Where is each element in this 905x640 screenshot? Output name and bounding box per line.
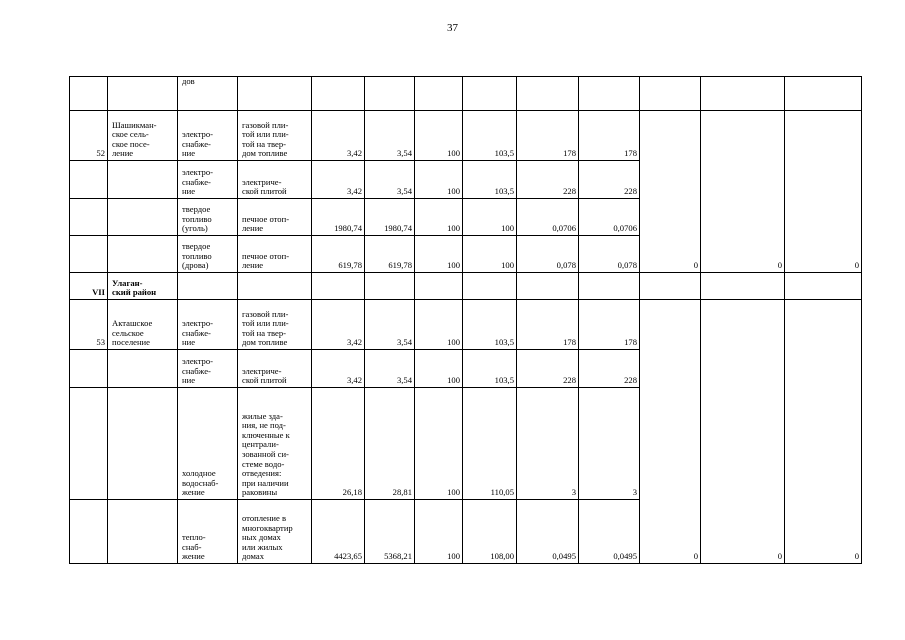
row-number [70, 236, 108, 273]
extra-cell [640, 77, 701, 111]
value-1: 619,78 [312, 236, 365, 273]
value-1: 3,42 [312, 161, 365, 199]
empty-cell [365, 273, 415, 300]
row-number [70, 350, 108, 388]
tariff-1: 3 [517, 388, 579, 500]
group2-extra-2: 0 [701, 300, 785, 564]
row-number: 52 [70, 111, 108, 161]
tariff-table [69, 76, 862, 564]
empty-cell [579, 273, 640, 300]
settlement-name [108, 236, 178, 273]
settlement-name [108, 77, 178, 111]
empty-cell [701, 273, 785, 300]
tariff-1: 178 [517, 300, 579, 350]
tariff-1: 0,0706 [517, 199, 579, 236]
resource-type: твердое топливо (дрова) [178, 236, 238, 273]
tariff-1 [517, 77, 579, 111]
settlement-name [108, 388, 178, 500]
empty-cell [517, 273, 579, 300]
empty-cell [312, 273, 365, 300]
table-row [70, 273, 862, 300]
consumption-description: газовой пли- той или пли- той на твер- дом топливе [238, 300, 312, 350]
percent-2: 100 [463, 236, 517, 273]
percent-2: 103,5 [463, 350, 517, 388]
settlement-name: Шашикман- ское сель- ское посе- ление [108, 111, 178, 161]
percent-2 [463, 77, 517, 111]
tariff-2: 0,0706 [579, 199, 640, 236]
row-number [70, 388, 108, 500]
tariff-1: 0,0495 [517, 500, 579, 564]
resource-type: электро- снабже- ние [178, 350, 238, 388]
value-2: 28,81 [365, 388, 415, 500]
value-2: 3,54 [365, 300, 415, 350]
value-2: 3,54 [365, 161, 415, 199]
empty-cell [178, 273, 238, 300]
value-1: 26,18 [312, 388, 365, 500]
settlement-name [108, 199, 178, 236]
tariff-2: 228 [579, 350, 640, 388]
table-row [70, 77, 862, 111]
tariff-1: 178 [517, 111, 579, 161]
percent-1: 100 [415, 350, 463, 388]
page-number: 37 [447, 22, 458, 34]
percent-2: 108,00 [463, 500, 517, 564]
tariff-2: 228 [579, 161, 640, 199]
percent-1 [415, 77, 463, 111]
percent-2: 100 [463, 199, 517, 236]
settlement-name [108, 161, 178, 199]
empty-cell [640, 273, 701, 300]
value-1: 3,42 [312, 300, 365, 350]
consumption-description: отопление в многоквартир ных домах или жилых домах [238, 500, 312, 564]
consumption-description: электриче- ской плитой [238, 350, 312, 388]
value-1 [312, 77, 365, 111]
consumption-description: жилые зда- ния, не под- ключенные к централи- зованной си- стеме водо- отведения: при наличии раковины [238, 388, 312, 500]
table-row [70, 300, 862, 350]
percent-1: 100 [415, 111, 463, 161]
consumption-description: газовой пли- той или пли- той на твер- дом топливе [238, 111, 312, 161]
empty-cell [463, 273, 517, 300]
tariff-2: 0,078 [579, 236, 640, 273]
tariff-2: 0,0495 [579, 500, 640, 564]
consumption-description: электриче- ской плитой [238, 161, 312, 199]
percent-2: 103,5 [463, 161, 517, 199]
settlement-name [108, 500, 178, 564]
percent-1: 100 [415, 500, 463, 564]
extra-cell [785, 77, 862, 111]
value-2: 3,54 [365, 350, 415, 388]
row-number [70, 161, 108, 199]
tariff-2: 178 [579, 111, 640, 161]
resource-type: электро- снабже- ние [178, 300, 238, 350]
consumption-description [238, 77, 312, 111]
group1-extra-1: 0 [640, 111, 701, 273]
percent-2: 103,5 [463, 111, 517, 161]
percent-1: 100 [415, 300, 463, 350]
tariff-2 [579, 77, 640, 111]
settlement-name [108, 350, 178, 388]
group1-extra-2: 0 [701, 111, 785, 273]
value-1: 3,42 [312, 111, 365, 161]
resource-type: холодное водоснаб- жение [178, 388, 238, 500]
value-1: 1980,74 [312, 199, 365, 236]
extra-cell [701, 77, 785, 111]
value-2: 619,78 [365, 236, 415, 273]
consumption-description: печное отоп- ление [238, 236, 312, 273]
percent-1: 100 [415, 161, 463, 199]
tariff-2: 178 [579, 300, 640, 350]
group2-extra-3: 0 [785, 300, 862, 564]
empty-cell [415, 273, 463, 300]
row-number [70, 199, 108, 236]
empty-cell [785, 273, 862, 300]
value-2: 1980,74 [365, 199, 415, 236]
group1-extra-3: 0 [785, 111, 862, 273]
empty-cell [238, 273, 312, 300]
value-2: 3,54 [365, 111, 415, 161]
row-number [70, 77, 108, 111]
tariff-1: 0,078 [517, 236, 579, 273]
tariff-1: 228 [517, 350, 579, 388]
percent-1: 100 [415, 236, 463, 273]
district-number: VII [70, 273, 108, 300]
resource-type: дов [178, 77, 238, 111]
consumption-description: печное отоп- ление [238, 199, 312, 236]
value-2 [365, 77, 415, 111]
value-2: 5368,21 [365, 500, 415, 564]
resource-type: твердое топливо (уголь) [178, 199, 238, 236]
percent-1: 100 [415, 199, 463, 236]
percent-2: 110,05 [463, 388, 517, 500]
tariff-1: 228 [517, 161, 579, 199]
resource-type: тепло- снаб- жение [178, 500, 238, 564]
percent-1: 100 [415, 388, 463, 500]
district-name: Улаган- ский район [108, 273, 178, 300]
percent-2: 103,5 [463, 300, 517, 350]
settlement-name: Акташское сельское поселение [108, 300, 178, 350]
resource-type: электро- снабже- ние [178, 111, 238, 161]
group2-extra-1: 0 [640, 300, 701, 564]
tariff-2: 3 [579, 388, 640, 500]
row-number: 53 [70, 300, 108, 350]
table-row [70, 111, 862, 161]
value-1: 3,42 [312, 350, 365, 388]
resource-type: электро- снабже- ние [178, 161, 238, 199]
value-1: 4423,65 [312, 500, 365, 564]
row-number [70, 500, 108, 564]
